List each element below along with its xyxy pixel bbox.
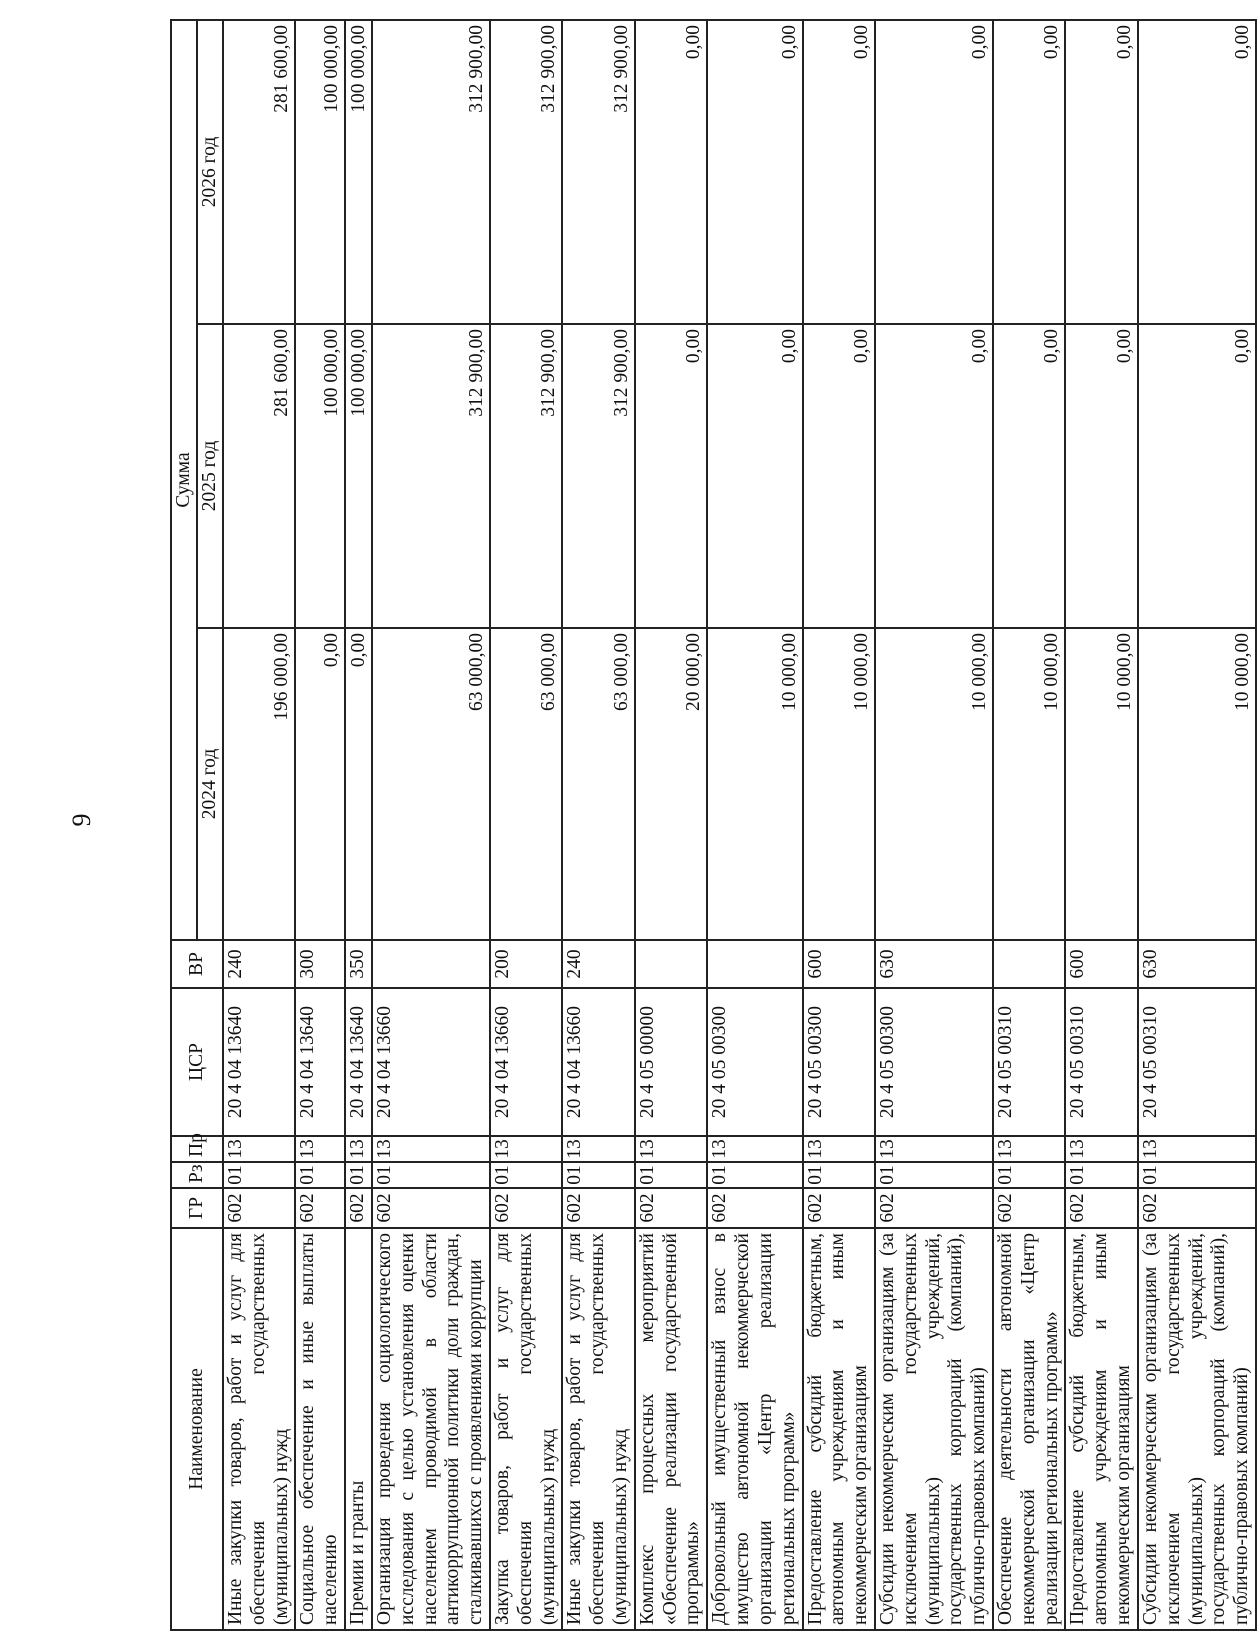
- row-2024-cell: 20 000,00: [635, 628, 707, 940]
- row-2025-cell: 0,00: [1138, 324, 1256, 628]
- row-csr-cell: 20 4 04 13640: [223, 988, 295, 1136]
- row-name-cell: Субсидии некоммерческим организациям (за исключением государственных (муниципальных) учреждений, государственных корпораций (компаний), публично-правовых компаний): [875, 1228, 993, 1630]
- row-rz-cell: 01: [803, 1162, 875, 1188]
- row-pr-cell: 13: [1065, 1136, 1137, 1162]
- row-vr-cell: 600: [1065, 940, 1137, 988]
- table-row: [635, 20, 707, 1630]
- row-csr-cell: 20 4 05 00310: [1138, 988, 1256, 1136]
- table-header: [171, 20, 223, 1630]
- row-2026-cell: 0,00: [1065, 20, 1137, 324]
- table-row: [223, 20, 295, 1630]
- header-2024: 2024 год: [197, 628, 223, 940]
- row-name-cell: Обеспечение деятельности автономной некоммерческой организации «Центр реализации региональных программ»: [993, 1228, 1065, 1630]
- row-gr-cell: 602: [490, 1188, 562, 1228]
- row-rz-cell: 01: [875, 1162, 993, 1188]
- row-rz-cell: 01: [223, 1162, 295, 1188]
- row-pr-cell: 13: [372, 1136, 490, 1162]
- table-row: [295, 20, 345, 1630]
- row-name-cell: Добровольный имущественный взнос в имущество автономной некоммерческой организации «Центр реализации региональных программ»: [707, 1228, 802, 1630]
- row-2026-cell: 0,00: [875, 20, 993, 324]
- row-name-cell: Премии и гранты: [345, 1228, 372, 1630]
- budget-table: [170, 19, 1257, 1631]
- row-2024-cell: 63 000,00: [490, 628, 562, 940]
- row-rz-cell: 01: [562, 1162, 634, 1188]
- row-vr-cell: [372, 940, 490, 988]
- table-row: [707, 20, 802, 1630]
- row-csr-cell: 20 4 05 00000: [635, 988, 707, 1136]
- row-2025-cell: 100 000,00: [295, 324, 345, 628]
- row-rz-cell: 01: [1138, 1162, 1256, 1188]
- row-pr-cell: 13: [223, 1136, 295, 1162]
- row-2026-cell: 312 900,00: [372, 20, 490, 324]
- row-2026-cell: 0,00: [993, 20, 1065, 324]
- row-2025-cell: 100 000,00: [345, 324, 372, 628]
- row-2025-cell: 281 600,00: [223, 324, 295, 628]
- row-gr-cell: 602: [223, 1188, 295, 1228]
- header-rz: Рз: [171, 1162, 223, 1188]
- row-csr-cell: 20 4 05 00310: [993, 988, 1065, 1136]
- row-pr-cell: 13: [635, 1136, 707, 1162]
- row-2024-cell: 10 000,00: [1138, 628, 1256, 940]
- row-vr-cell: 200: [490, 940, 562, 988]
- header-2026: 2026 год: [197, 20, 223, 324]
- row-2026-cell: 312 900,00: [562, 20, 634, 324]
- row-pr-cell: 13: [295, 1136, 345, 1162]
- row-2024-cell: 10 000,00: [1065, 628, 1137, 940]
- row-vr-cell: 240: [223, 940, 295, 988]
- header-vr: ВР: [171, 940, 223, 988]
- row-2024-cell: 196 000,00: [223, 628, 295, 940]
- row-name-cell: Предоставление субсидий бюджетным, автономным учреждениям и иным некоммерческим организациям: [1065, 1228, 1137, 1630]
- row-rz-cell: 01: [1065, 1162, 1137, 1188]
- row-2025-cell: 0,00: [1065, 324, 1137, 628]
- table-row: [562, 20, 634, 1630]
- table-row: [993, 20, 1065, 1630]
- row-2024-cell: 10 000,00: [707, 628, 802, 940]
- row-2024-cell: 10 000,00: [875, 628, 993, 940]
- row-2025-cell: 0,00: [993, 324, 1065, 628]
- row-gr-cell: 602: [345, 1188, 372, 1228]
- table-row: [875, 20, 993, 1630]
- row-csr-cell: 20 4 05 00300: [707, 988, 802, 1136]
- row-gr-cell: 602: [803, 1188, 875, 1228]
- row-rz-cell: 01: [635, 1162, 707, 1188]
- rotated-page-content: [170, 21, 1253, 1631]
- row-2025-cell: 0,00: [803, 324, 875, 628]
- row-2026-cell: 0,00: [707, 20, 802, 324]
- row-vr-cell: 600: [803, 940, 875, 988]
- header-2025: 2025 год: [197, 324, 223, 628]
- row-vr-cell: [635, 940, 707, 988]
- row-rz-cell: 01: [490, 1162, 562, 1188]
- row-2025-cell: 312 900,00: [562, 324, 634, 628]
- row-vr-cell: [993, 940, 1065, 988]
- row-2026-cell: 100 000,00: [295, 20, 345, 324]
- row-pr-cell: 13: [707, 1136, 802, 1162]
- row-name-cell: Организация проведения социологического исследования с целью установления оценки населением проводимой в области антикоррупционной политики доли граждан, сталкивавшихся с проявлениями коррупции: [372, 1228, 490, 1630]
- row-pr-cell: 13: [993, 1136, 1065, 1162]
- row-2026-cell: 0,00: [803, 20, 875, 324]
- row-csr-cell: 20 4 04 13660: [562, 988, 634, 1136]
- table-row: [372, 20, 490, 1630]
- row-2026-cell: 281 600,00: [223, 20, 295, 324]
- page-number: 9: [67, 813, 96, 827]
- table-row: [1138, 20, 1256, 1630]
- row-gr-cell: 602: [1065, 1188, 1137, 1228]
- row-gr-cell: 602: [562, 1188, 634, 1228]
- row-2025-cell: 0,00: [875, 324, 993, 628]
- row-2025-cell: 312 900,00: [490, 324, 562, 628]
- row-name-cell: Комплекс процессных мероприятий «Обеспечение реализации государственной программы»: [635, 1228, 707, 1630]
- row-gr-cell: 602: [993, 1188, 1065, 1228]
- row-name-cell: Субсидии некоммерческим организациям (за исключением государственных (муниципальных) учреждений, государственных корпораций (компаний), публично-правовых компаний): [1138, 1228, 1256, 1630]
- row-2026-cell: 0,00: [635, 20, 707, 324]
- row-rz-cell: 01: [345, 1162, 372, 1188]
- row-pr-cell: 13: [345, 1136, 372, 1162]
- row-gr-cell: 602: [372, 1188, 490, 1228]
- row-2024-cell: 63 000,00: [372, 628, 490, 940]
- row-2024-cell: 10 000,00: [993, 628, 1065, 940]
- row-2025-cell: 312 900,00: [372, 324, 490, 628]
- row-vr-cell: 300: [295, 940, 345, 988]
- row-2024-cell: 10 000,00: [803, 628, 875, 940]
- row-name-cell: Закупка товаров, работ и услуг для обеспечения государственных (муниципальных) нужд: [490, 1228, 562, 1630]
- row-2026-cell: 100 000,00: [345, 20, 372, 324]
- row-gr-cell: 602: [295, 1188, 345, 1228]
- row-gr-cell: 602: [635, 1188, 707, 1228]
- row-rz-cell: 01: [993, 1162, 1065, 1188]
- row-csr-cell: 20 4 04 13640: [295, 988, 345, 1136]
- header-csr: ЦСР: [171, 988, 223, 1136]
- row-csr-cell: 20 4 04 13660: [490, 988, 562, 1136]
- row-csr-cell: 20 4 05 00310: [1065, 988, 1137, 1136]
- row-name-cell: Предоставление субсидий бюджетным, автономным учреждениям и иным некоммерческим организациям: [803, 1228, 875, 1630]
- row-rz-cell: 01: [372, 1162, 490, 1188]
- row-pr-cell: 13: [490, 1136, 562, 1162]
- table-row: [803, 20, 875, 1630]
- table-body: [223, 20, 1256, 1630]
- row-csr-cell: 20 4 04 13640: [345, 988, 372, 1136]
- row-csr-cell: 20 4 05 00300: [803, 988, 875, 1136]
- row-name-cell: Социальное обеспечение и иные выплаты населению: [295, 1228, 345, 1630]
- row-2025-cell: 0,00: [635, 324, 707, 628]
- table-row: [1065, 20, 1137, 1630]
- row-2026-cell: 0,00: [1138, 20, 1256, 324]
- row-vr-cell: 350: [345, 940, 372, 988]
- row-gr-cell: 602: [1138, 1188, 1256, 1228]
- table-row: [345, 20, 372, 1630]
- row-2024-cell: 63 000,00: [562, 628, 634, 940]
- header-name: Наименование: [171, 1228, 223, 1630]
- row-rz-cell: 01: [295, 1162, 345, 1188]
- row-vr-cell: 240: [562, 940, 634, 988]
- row-2024-cell: 0,00: [345, 628, 372, 940]
- table-row: [490, 20, 562, 1630]
- row-name-cell: Иные закупки товаров, работ и услуг для обеспечения государственных (муниципальных) нужд: [223, 1228, 295, 1630]
- row-vr-cell: 630: [1138, 940, 1256, 988]
- row-2024-cell: 0,00: [295, 628, 345, 940]
- header-gr: ГР: [171, 1188, 223, 1228]
- row-pr-cell: 13: [1138, 1136, 1256, 1162]
- row-vr-cell: [707, 940, 802, 988]
- row-csr-cell: 20 4 04 13660: [372, 988, 490, 1136]
- row-vr-cell: 630: [875, 940, 993, 988]
- row-csr-cell: 20 4 05 00300: [875, 988, 993, 1136]
- row-pr-cell: 13: [803, 1136, 875, 1162]
- header-sum: Сумма: [171, 20, 197, 940]
- row-pr-cell: 13: [562, 1136, 634, 1162]
- row-gr-cell: 602: [707, 1188, 802, 1228]
- row-2025-cell: 0,00: [707, 324, 802, 628]
- row-rz-cell: 01: [707, 1162, 802, 1188]
- row-gr-cell: 602: [875, 1188, 993, 1228]
- row-2026-cell: 312 900,00: [490, 20, 562, 324]
- header-pr: Пр: [171, 1136, 223, 1162]
- row-name-cell: Иные закупки товаров, работ и услуг для обеспечения государственных (муниципальных) нужд: [562, 1228, 634, 1630]
- row-pr-cell: 13: [875, 1136, 993, 1162]
